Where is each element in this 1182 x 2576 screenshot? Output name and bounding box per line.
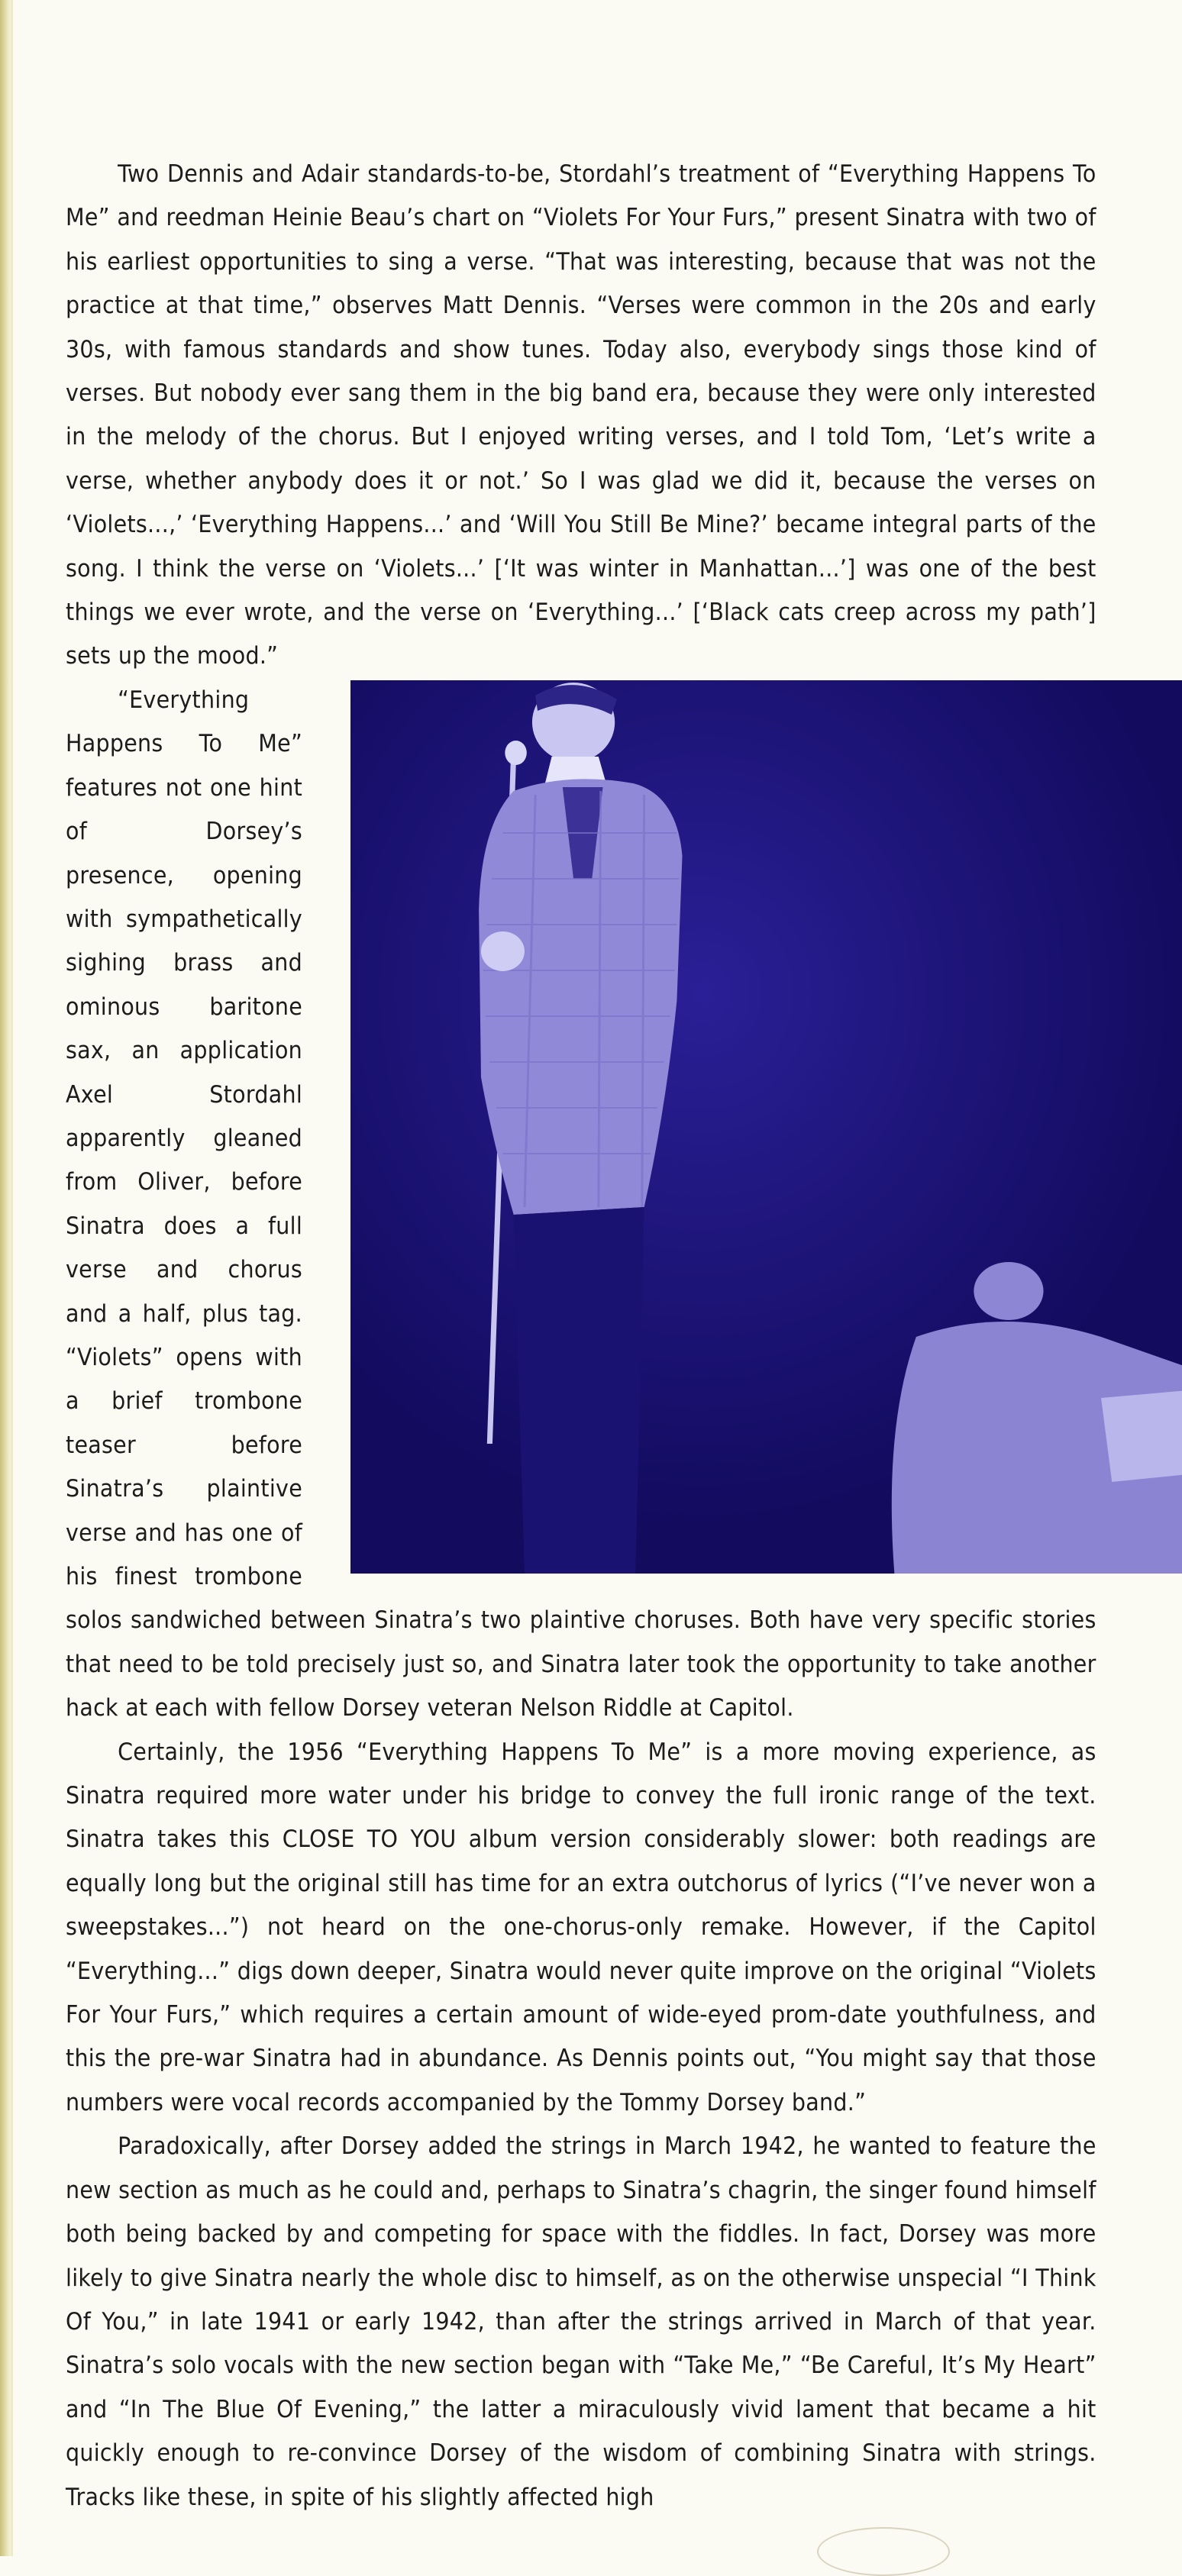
- paragraph-2: “Everything Happens To Me” features not one hint of Dorsey’s presence, opening with sympathetically sighing brass and ominous baritone sax, an application Axel Stordahl apparently gleaned from Oliver, before Sinatra does a full verse and chorus and a half, plus tag. “Violets” opens with a brief trombone teaser before Sinatra’s plaintive verse and has one of his finest trombone solos sandwiched between Sinatra’s two plaintive choruses. Both have very specific stories that need to be told precisely just so, and Sinatra later took the opportunity to take another hack at each with fellow Dorsey veteran Nelson Riddle at Capitol.: [66, 686, 1096, 1722]
- binding-highlight: [11, 0, 13, 2556]
- page-number-oval: [817, 2527, 950, 2576]
- binding-edge: [0, 0, 11, 2556]
- text-column: [66, 153, 1096, 2520]
- paragraph-4: Paradoxically, after Dorsey added the strings in March 1942, he wanted to feature the new section as much as he could and, perhaps to Sinatra’s chagrin, the singer found himself both being backed by and competing for space with the fiddles. In fact, Dorsey was more likely to give Sinatra nearly the whole disc to himself, as on the otherwise unspecial “I Think Of You,” in late 1941 or early 1942, than after the strings arrived in March of that year. Sinatra’s solo vocals with the new section began with “Take Me,” “Be Careful, It’s My Heart” and “In The Blue Of Evening,” the latter a miraculously vivid lament that became a hit quickly enough to re-convince Dorsey of the wisdom of combining Sinatra with strings. Tracks like these, in spite of his slightly affected high: [66, 2132, 1096, 2511]
- paragraph-1: Two Dennis and Adair standards-to-be, Stordahl’s treatment of “Everything Happens To Me” and reedman Heinie Beau’s chart on “Violets For Your Furs,” present Sinatra with two of his earliest opportunities to sing a verse. “That was interesting, because that was not the practice at that time,” observes Matt Dennis. “Verses were common in the 20s and early 30s, with famous standards and show tunes. Today also, everybody sings those kind of verses. But nobody ever sang them in the big band era, because they were only interested in the melody of the chorus. But I enjoyed writing verses, and I told Tom, ‘Let’s write a verse, whether anybody does it or not.’ So I was glad we did it, because the verses on ‘Violets...,’ ‘Everything Happens...’ and ‘Will You Still Be Mine?’ became integral parts of the song. I think the verse on ‘Violets...’ [‘It was winter in Manhattan...’] was one of the best things we ever wrote, and the verse on ‘Everything...’ [‘Black cats creep across my path’] sets up the mood.”: [66, 160, 1096, 670]
- paragraph-3: Certainly, the 1956 “Everything Happens To Me” is a more moving experience, as Sinatra required more water under his bridge to convey the full ironic range of the text. Sinatra takes this CLOSE TO YOU album version considerably slower: both readings are equally long but the original still has time for an extra outchorus of lyrics (“I’ve never won a sweepstakes...”) not heard on the one-chorus-only remake. However, if the Capitol “Everything...” digs down deeper, Sinatra would never quite improve on the original “Violets For Your Furs,” which requires a certain amount of wide-eyed prom-date youthfulness, and this the pre-war Sinatra had in abundance. As Dennis points out, “You might say that those numbers were vocal records accompanied by the Tommy Dorsey band.”: [66, 1738, 1096, 2116]
